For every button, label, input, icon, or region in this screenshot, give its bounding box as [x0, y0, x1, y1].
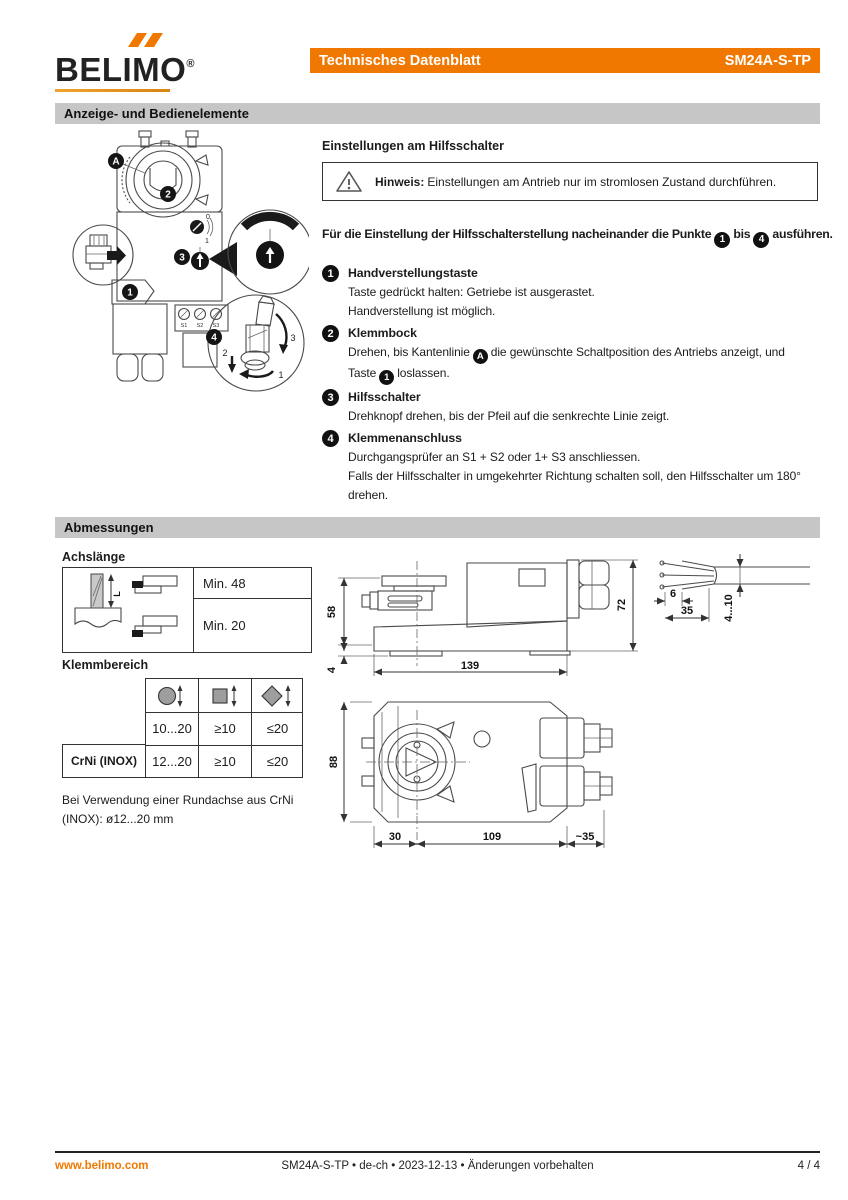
step-2-line1-pre: Drehen, bis Kantenlinie — [348, 345, 470, 359]
square-shaft-icon — [208, 683, 242, 709]
terminal-s3-label: S3 — [212, 323, 220, 329]
rotate-arrow-3-icon — [279, 344, 288, 354]
terminal-s1-label: S1 — [180, 323, 188, 329]
hinweis-box — [322, 162, 818, 201]
step-2-line2-post: loslassen. — [397, 366, 450, 380]
intro-post: ausführen. — [772, 227, 833, 241]
step-4 — [322, 429, 827, 505]
title-banner — [310, 48, 820, 73]
step-2-line1 — [348, 343, 785, 364]
rot-step-2-label: 2 — [222, 348, 228, 358]
callout-1 — [122, 284, 138, 300]
callout-3-label: 3 — [179, 252, 185, 264]
step-1-title: Handverstellungstaste — [348, 266, 478, 280]
diamond-shaft-icon — [260, 683, 296, 709]
callout-2 — [160, 186, 176, 202]
switch-detail-magnifier — [228, 210, 309, 294]
hilfsschalter-subtitle: Einstellungen am Hilfsschalter — [322, 139, 504, 153]
dim-35: 35 — [680, 605, 694, 617]
section-header-controls — [55, 103, 820, 124]
shaft-length-pictogram — [63, 568, 193, 650]
hinweis-text — [375, 175, 776, 189]
intro-sentence — [322, 227, 833, 248]
belimo-logo — [55, 33, 195, 92]
callout-1-label: 1 — [127, 287, 133, 299]
plug-detail-magnifier — [73, 225, 133, 285]
dim-58: 58 — [326, 605, 338, 619]
top-view-drawing — [322, 682, 652, 868]
min-48-value: Min. 48 — [203, 575, 246, 591]
step-2-title: Klemmbock — [348, 326, 417, 340]
step-1-line1: Taste gedrückt halten: Getriebe ist ausgerastet. — [348, 285, 595, 299]
step-4-title: Klemmenanschluss — [348, 431, 462, 445]
registered-mark: ® — [186, 58, 195, 70]
section-title: Abmessungen — [64, 520, 154, 535]
terminal-s2-label: S2 — [196, 323, 204, 329]
kb-row2-col3: ≤20 — [266, 754, 289, 769]
step-2 — [322, 324, 827, 385]
logo-slashes-icon — [110, 33, 168, 47]
achslaenge-title: Achslänge — [62, 550, 126, 564]
clip-detail-drawing — [652, 548, 817, 668]
kb-row1-col1: 10...20 — [152, 721, 192, 736]
intro-badge-4: 4 — [753, 232, 769, 248]
banner-title: Technisches Datenblatt — [319, 52, 481, 69]
dim-72: 72 — [616, 598, 628, 612]
switch-zero-label: 0 — [206, 214, 210, 221]
kb-row2-col2: ≥10 — [214, 754, 236, 769]
step-4-line3: drehen. — [348, 488, 388, 502]
logo-text: BELIMO — [55, 51, 187, 88]
dim-4: 4 — [326, 666, 338, 674]
step-1-line2: Handverstellung ist möglich. — [348, 304, 496, 318]
section-title: Anzeige- und Bedienelemente — [64, 106, 249, 121]
logo-underline — [55, 89, 170, 92]
step-4-line1: Durchgangsprüfer an S1 + S2 oder 1+ S3 anschliessen. — [348, 450, 641, 464]
callout-a-label: A — [112, 156, 120, 168]
dim-109: 109 — [482, 831, 502, 843]
footer-website-link[interactable]: www.belimo.com — [55, 1160, 149, 1172]
dim-30: 30 — [388, 831, 402, 843]
hinweis-body: Einstellungen am Antrieb nur im stromlosen Zustand durchführen. — [427, 174, 777, 189]
dim-6: 6 — [669, 588, 677, 600]
step-2-line2 — [348, 364, 785, 385]
intro-badge-1: 1 — [714, 232, 730, 248]
warning-icon — [336, 170, 362, 193]
klemmbereich-title: Klemmbereich — [62, 658, 149, 672]
kb-row1-col3: ≤20 — [266, 721, 289, 736]
klemmbereich-table — [62, 678, 303, 778]
kb-row-label: CrNi (INOX) — [62, 744, 145, 778]
crni-note-line1: Bei Verwendung einer Rundachse aus CrNi — [62, 793, 294, 807]
logo-wordmark — [55, 47, 195, 88]
rotate-arrow-1-icon — [239, 369, 249, 379]
crni-note — [62, 791, 293, 829]
footer-divider — [55, 1151, 820, 1153]
step-4-badge: 4 — [322, 430, 339, 447]
actuator-illustration — [57, 128, 309, 403]
side-view-drawing — [322, 548, 652, 683]
step-1 — [322, 264, 827, 321]
step-3-title: Hilfsschalter — [348, 390, 421, 404]
step-2-badge-1: 1 — [379, 370, 394, 385]
achslaenge-row-2 — [193, 599, 311, 652]
rot-step-1-label: 1 — [278, 370, 284, 380]
kb-row1-col2: ≥10 — [214, 721, 236, 736]
intro-pre: Für die Einstellung der Hilfsschalterstellung nacheinander die Punkte — [322, 227, 712, 241]
steps-list — [322, 264, 827, 508]
dim-88: 88 — [328, 755, 340, 769]
dim-4-10: 4...10 — [723, 594, 735, 622]
round-shaft-icon — [155, 683, 189, 709]
callout-3 — [174, 249, 190, 265]
section-header-dimensions — [55, 517, 820, 538]
step-2-badge-a: A — [473, 349, 488, 364]
dim-139: 139 — [460, 660, 480, 672]
step-3-line1: Drehknopf drehen, bis der Pfeil auf die senkrechte Linie zeigt. — [348, 409, 670, 423]
shaft-dim-label: L — [112, 591, 122, 597]
connector-rotation-magnifier — [208, 295, 304, 391]
min-20-value: Min. 20 — [203, 618, 246, 634]
step-4-line2: Falls der Hilfsschalter in umgekehrter Richtung schalten soll, den Hilfsschalter um 180° — [348, 469, 801, 483]
crni-note-line2: (INOX): ø12...20 mm — [62, 812, 174, 826]
step-2-line2-pre: Taste — [348, 366, 377, 380]
klemmbereich-grid — [145, 678, 303, 778]
step-2-badge: 2 — [322, 325, 339, 342]
switch-one-label: 1 — [205, 238, 209, 245]
rotate-arrow-2-icon — [228, 364, 236, 373]
hinweis-label: Hinweis: — [375, 174, 425, 189]
achslaenge-row-1 — [193, 568, 311, 599]
rot-step-3-label: 3 — [290, 333, 296, 343]
callout-2-label: 2 — [165, 189, 171, 201]
detail-zero-label: 0 — [289, 223, 293, 230]
dim-35-approx: ~35 — [575, 831, 595, 843]
clamp-bottom-icon — [132, 616, 177, 637]
clamp-top-icon — [132, 576, 177, 593]
callout-4 — [206, 329, 222, 345]
step-3 — [322, 388, 827, 426]
step-1-badge: 1 — [322, 265, 339, 282]
intro-mid: bis — [733, 227, 751, 241]
achslaenge-table — [62, 567, 312, 653]
footer-doc-info: SM24A-S-TP • de-ch • 2023-12-13 • Änderungen vorbehalten — [281, 1160, 594, 1172]
product-code: SM24A-S-TP — [724, 52, 811, 69]
kb-row2-col1: 12...20 — [152, 754, 192, 769]
step-3-badge: 3 — [322, 389, 339, 406]
step-2-line1-post: die gewünschte Schaltposition des Antriebs anzeigt, und — [490, 345, 785, 359]
callout-4-label: 4 — [211, 332, 217, 344]
footer-page-number: 4 / 4 — [797, 1160, 820, 1172]
callout-a — [108, 153, 124, 169]
